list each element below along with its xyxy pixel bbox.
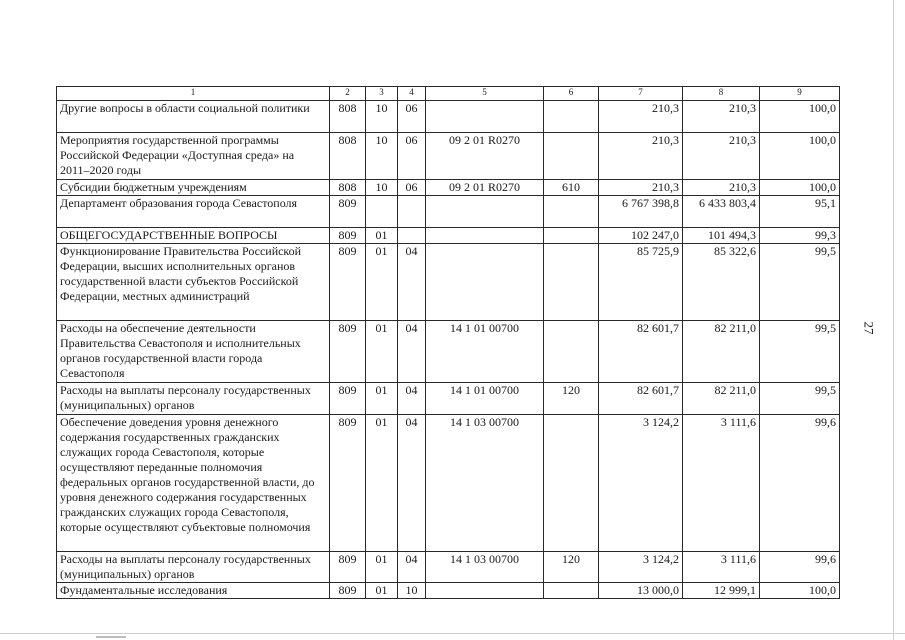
header-row xyxy=(57,87,840,101)
cell-col8: 210,3 xyxy=(683,180,760,196)
cell-subsection xyxy=(398,196,426,228)
cell-target-item: 14 1 01 00700 xyxy=(426,383,544,415)
cell-section xyxy=(366,196,398,228)
cell-ministry: 809 xyxy=(330,321,366,383)
cell-col7: 102 247,0 xyxy=(599,228,683,244)
budget-table xyxy=(56,86,840,599)
cell-ministry: 808 xyxy=(330,180,366,196)
cell-col9: 99,6 xyxy=(760,552,840,583)
cell-col8: 85 322,6 xyxy=(683,244,760,321)
cell-target-item xyxy=(426,101,544,133)
cell-target-item xyxy=(426,228,544,244)
cell-ministry: 809 xyxy=(330,228,366,244)
cell-section: 01 xyxy=(366,552,398,583)
cell-col7: 3 124,2 xyxy=(599,415,683,552)
cell-col7: 82 601,7 xyxy=(599,383,683,415)
cell-col8: 101 494,3 xyxy=(683,228,760,244)
cell-section: 01 xyxy=(366,583,398,599)
cell-subsection xyxy=(398,228,426,244)
cell-expense-type: 120 xyxy=(544,383,599,415)
cell-col7: 210,3 xyxy=(599,101,683,133)
cell-expense-type xyxy=(544,196,599,228)
cell-col7: 85 725,9 xyxy=(599,244,683,321)
cell-col9: 99,5 xyxy=(760,321,840,383)
cell-subsection: 06 xyxy=(398,101,426,133)
cell-subsection: 04 xyxy=(398,383,426,415)
cell-section: 10 xyxy=(366,101,398,133)
header-cell: 8 xyxy=(683,87,760,101)
cell-ministry: 809 xyxy=(330,244,366,321)
cell-section: 01 xyxy=(366,244,398,321)
cell-subsection: 04 xyxy=(398,415,426,552)
cell-ministry: 809 xyxy=(330,415,366,552)
cell-name: Субсидии бюджетным учреждениям xyxy=(57,180,330,196)
scan-mark xyxy=(96,636,126,638)
cell-expense-type xyxy=(544,101,599,133)
cell-name: Департамент образования города Севастополя xyxy=(57,196,330,228)
table-row xyxy=(57,180,840,196)
cell-col8: 82 211,0 xyxy=(683,321,760,383)
table-row xyxy=(57,228,840,244)
cell-name: Фундаментальные исследования xyxy=(57,583,330,599)
cell-col7: 210,3 xyxy=(599,133,683,180)
cell-target-item: 14 1 03 00700 xyxy=(426,552,544,583)
cell-col8: 210,3 xyxy=(683,101,760,133)
cell-subsection: 04 xyxy=(398,552,426,583)
cell-expense-type xyxy=(544,415,599,552)
cell-name: Расходы на обеспечение деятельности Правительства Севастополя и исполнительных органов государственной власти города Севастополя xyxy=(57,321,330,383)
page-number: 27 xyxy=(861,321,877,335)
header-cell: 3 xyxy=(366,87,398,101)
cell-name: ОБЩЕГОСУДАРСТВЕННЫЕ ВОПРОСЫ xyxy=(57,228,330,244)
cell-section: 01 xyxy=(366,415,398,552)
cell-name: Мероприятия государственной программы Российской Федерации «Доступная среда» на 2011–2020 годы xyxy=(57,133,330,180)
cell-target-item: 14 1 03 00700 xyxy=(426,415,544,552)
cell-ministry: 809 xyxy=(330,383,366,415)
cell-col7: 6 767 398,8 xyxy=(599,196,683,228)
cell-col9: 99,3 xyxy=(760,228,840,244)
cell-col9: 99,5 xyxy=(760,244,840,321)
table-row xyxy=(57,196,840,228)
cell-name: Расходы на выплаты персоналу государственных (муниципальных) органов xyxy=(57,383,330,415)
cell-ministry: 809 xyxy=(330,196,366,228)
scan-edge-bottom xyxy=(0,633,905,634)
cell-col9: 100,0 xyxy=(760,583,840,599)
cell-expense-type xyxy=(544,228,599,244)
cell-section: 10 xyxy=(366,133,398,180)
cell-col9: 100,0 xyxy=(760,133,840,180)
cell-col7: 82 601,7 xyxy=(599,321,683,383)
cell-col7: 210,3 xyxy=(599,180,683,196)
header-cell: 1 xyxy=(57,87,330,101)
header-cell: 5 xyxy=(426,87,544,101)
cell-expense-type xyxy=(544,583,599,599)
cell-subsection: 04 xyxy=(398,244,426,321)
cell-col7: 13 000,0 xyxy=(599,583,683,599)
table-row xyxy=(57,101,840,133)
cell-name: Расходы на выплаты персоналу государственных (муниципальных) органов xyxy=(57,552,330,583)
cell-name: Обеспечение доведения уровня денежного содержания государственных гражданских служащих города Севастополя, которые осуществляют переданные полномочия федеральных органов государственной власти, до уровня денежного содержания государственных гражданских служащих города Севастополя, которые осуществляют субъектовые полномочия xyxy=(57,415,330,552)
cell-target-item xyxy=(426,244,544,321)
cell-expense-type: 120 xyxy=(544,552,599,583)
cell-section: 01 xyxy=(366,228,398,244)
cell-col8: 210,3 xyxy=(683,133,760,180)
header-cell: 9 xyxy=(760,87,840,101)
cell-name: Другие вопросы в области социальной политики xyxy=(57,101,330,133)
table-row xyxy=(57,383,840,415)
cell-expense-type xyxy=(544,244,599,321)
cell-name: Функционирование Правительства Российской Федерации, высших исполнительных органов государственной власти субъектов Российской Федерации, местных администраций xyxy=(57,244,330,321)
header-cell: 4 xyxy=(398,87,426,101)
cell-col8: 12 999,1 xyxy=(683,583,760,599)
cell-col9: 100,0 xyxy=(760,180,840,196)
cell-col9: 100,0 xyxy=(760,101,840,133)
scan-edge-right xyxy=(893,0,894,640)
cell-col9: 99,5 xyxy=(760,383,840,415)
cell-section: 01 xyxy=(366,321,398,383)
cell-target-item: 09 2 01 R0270 xyxy=(426,180,544,196)
table-row xyxy=(57,583,840,599)
cell-subsection: 10 xyxy=(398,583,426,599)
cell-section: 01 xyxy=(366,383,398,415)
cell-target-item: 14 1 01 00700 xyxy=(426,321,544,383)
cell-target-item xyxy=(426,196,544,228)
table-row xyxy=(57,244,840,321)
header-cell: 2 xyxy=(330,87,366,101)
cell-subsection: 04 xyxy=(398,321,426,383)
table-row xyxy=(57,133,840,180)
cell-col9: 95,1 xyxy=(760,196,840,228)
header-cell: 7 xyxy=(599,87,683,101)
cell-ministry: 808 xyxy=(330,133,366,180)
cell-ministry: 809 xyxy=(330,583,366,599)
cell-expense-type: 610 xyxy=(544,180,599,196)
table-row xyxy=(57,321,840,383)
cell-expense-type xyxy=(544,321,599,383)
table-row xyxy=(57,552,840,583)
cell-target-item: 09 2 01 R0270 xyxy=(426,133,544,180)
cell-target-item xyxy=(426,583,544,599)
header-cell: 6 xyxy=(544,87,599,101)
cell-col7: 3 124,2 xyxy=(599,552,683,583)
cell-col9: 99,6 xyxy=(760,415,840,552)
cell-subsection: 06 xyxy=(398,180,426,196)
cell-ministry: 808 xyxy=(330,101,366,133)
cell-expense-type xyxy=(544,133,599,180)
cell-col8: 82 211,0 xyxy=(683,383,760,415)
table-row xyxy=(57,415,840,552)
cell-col8: 6 433 803,4 xyxy=(683,196,760,228)
cell-col8: 3 111,6 xyxy=(683,415,760,552)
cell-subsection: 06 xyxy=(398,133,426,180)
cell-col8: 3 111,6 xyxy=(683,552,760,583)
cell-section: 10 xyxy=(366,180,398,196)
cell-ministry: 809 xyxy=(330,552,366,583)
